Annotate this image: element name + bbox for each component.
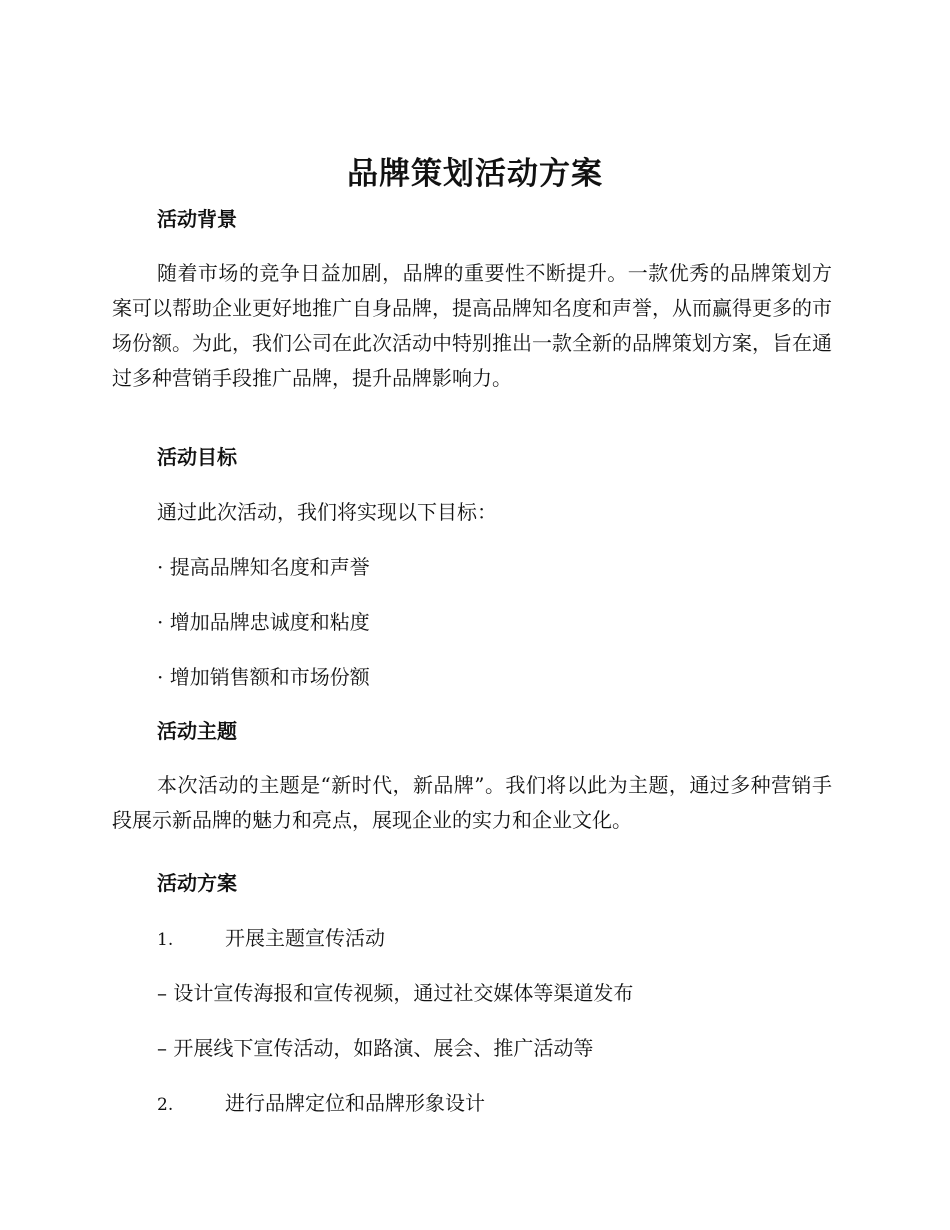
plan-step-1 xyxy=(157,924,385,954)
heading-theme: 活动主题 xyxy=(157,719,237,743)
plan-step-2-text: 进行品牌定位和品牌形象设计 xyxy=(225,1091,485,1115)
plan-step-2-number: 2. xyxy=(157,1095,174,1115)
plan-step-1-text: 开展主题宣传活动 xyxy=(225,926,385,950)
goal-item-1: · 提高品牌知名度和声誉 xyxy=(157,555,370,579)
heading-goals: 活动目标 xyxy=(157,445,237,469)
plan-step-1-detail-2: – 开展线下宣传活动，如路演、展会、推广活动等 xyxy=(157,1036,594,1060)
paragraph-theme: 本次活动的主题是“新时代，新品牌”。我们将以此为主题，通过多种营销手段展示新品牌的魅力和亮点，展现企业的实力和企业文化。 xyxy=(112,773,832,832)
plan-step-2 xyxy=(157,1089,485,1119)
document-title: 品牌策划活动方案 xyxy=(347,156,603,192)
goal-item-3: · 增加销售额和市场份额 xyxy=(157,665,370,689)
goal-item-2: · 增加品牌忠诚度和粘度 xyxy=(157,610,370,634)
plan-step-1-detail-1: – 设计宣传海报和宣传视频，通过社交媒体等渠道发布 xyxy=(157,981,634,1005)
plan-step-1-number: 1. xyxy=(157,930,174,950)
paragraph-background: 随着市场的竞争日益加剧，品牌的重要性不断提升。一款优秀的品牌策划方案可以帮助企业更好地推广自身品牌，提高品牌知名度和声誉，从而赢得更多的市场份额。为此，我们公司在此次活动中特别推出一款全新的品牌策划方案，旨在通过多种营销手段推广品牌，提升品牌影响力。 xyxy=(112,261,832,390)
heading-plan: 活动方案 xyxy=(157,871,237,895)
heading-background: 活动背景 xyxy=(157,207,237,231)
goals-intro: 通过此次活动，我们将实现以下目标： xyxy=(157,500,497,524)
